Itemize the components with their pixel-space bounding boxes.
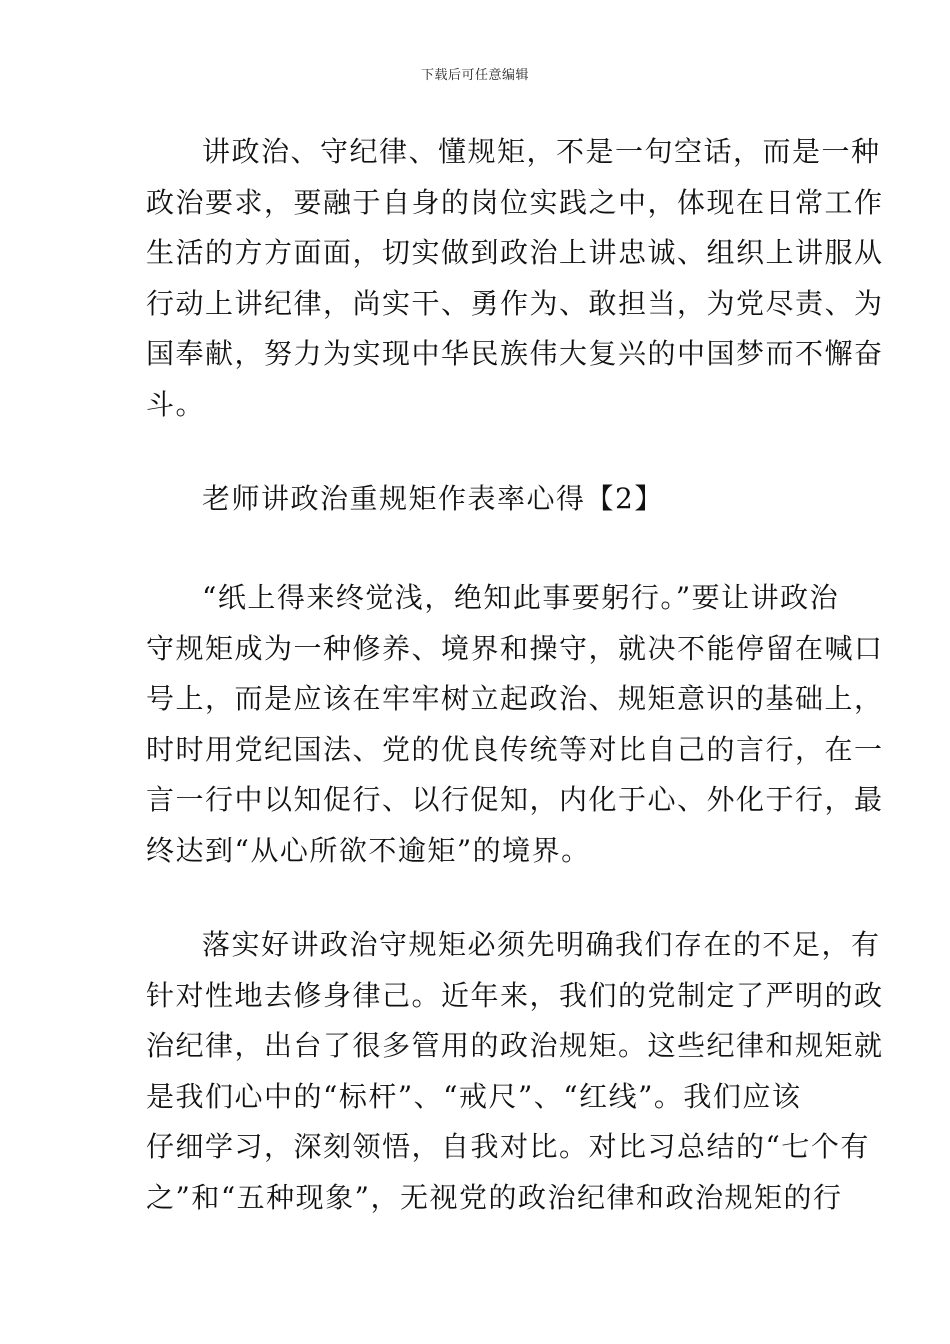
paragraph-2 [146,573,884,876]
text-line: 国奉献，努力为实现中华民族伟大复兴的中国梦而不懈奋 [146,337,884,370]
paragraph-1 [146,127,884,430]
text-line: 政治要求，要融于自身的岗位实践之中，体现在日常工作 [146,185,884,219]
text-line: 生活的方方面面，切实做到政治上讲忠诚、组织上讲服从 [146,236,884,269]
text-line: “纸上得来终觉浅，绝知此事要躬行。”要让讲政治 [202,581,840,614]
heading-text: 老师讲政治重规矩作表率心得【2】 [202,482,664,515]
section-heading [146,474,808,525]
paragraph-3 [146,920,884,1223]
text-line: 守规矩成为一种修养、境界和操守，就决不能停留在喊口 [146,631,884,665]
text-line: 落实好讲政治守规矩必须先明确我们存在的不足，有 [202,928,881,961]
text-line: 针对性地去修身律己。近年来，我们的党制定了严明的政 [146,978,884,1012]
text-line: 仔细学习，深刻领悟，自我对比。对比习总结的“七个有 [146,1130,870,1163]
text-line: 治纪律，出台了很多管用的政治规矩。这些纪律和规矩就 [146,1029,884,1062]
text-line: 号上，而是应该在牢牢树立起政治、规矩意识的基础上， [146,682,884,715]
text-line: 之”和“五种现象”，无视党的政治纪律和政治规矩的行 [146,1180,843,1214]
text-line: 斗。 [146,387,206,421]
text-line: 行动上讲纪律，尚实干、勇作为、敢担当，为党尽责、为 [146,286,884,320]
text-line: 时时用党纪国法、党的优良传统等对比自己的言行，在一 [146,732,884,766]
text-line: 讲政治、守纪律、懂规矩，不是一句空话，而是一种 [202,135,881,168]
text-line: 终达到“从心所欲不逾矩”的境界。 [146,833,591,867]
page-header: 下载后可任意编辑 [420,68,529,83]
text-line: 言一行中以知促行、以行促知，内化于心、外化于行，最 [146,783,884,816]
text-line: 是我们心中的“标杆”、“戒尺”、“红线”。我们应该 [146,1079,802,1113]
